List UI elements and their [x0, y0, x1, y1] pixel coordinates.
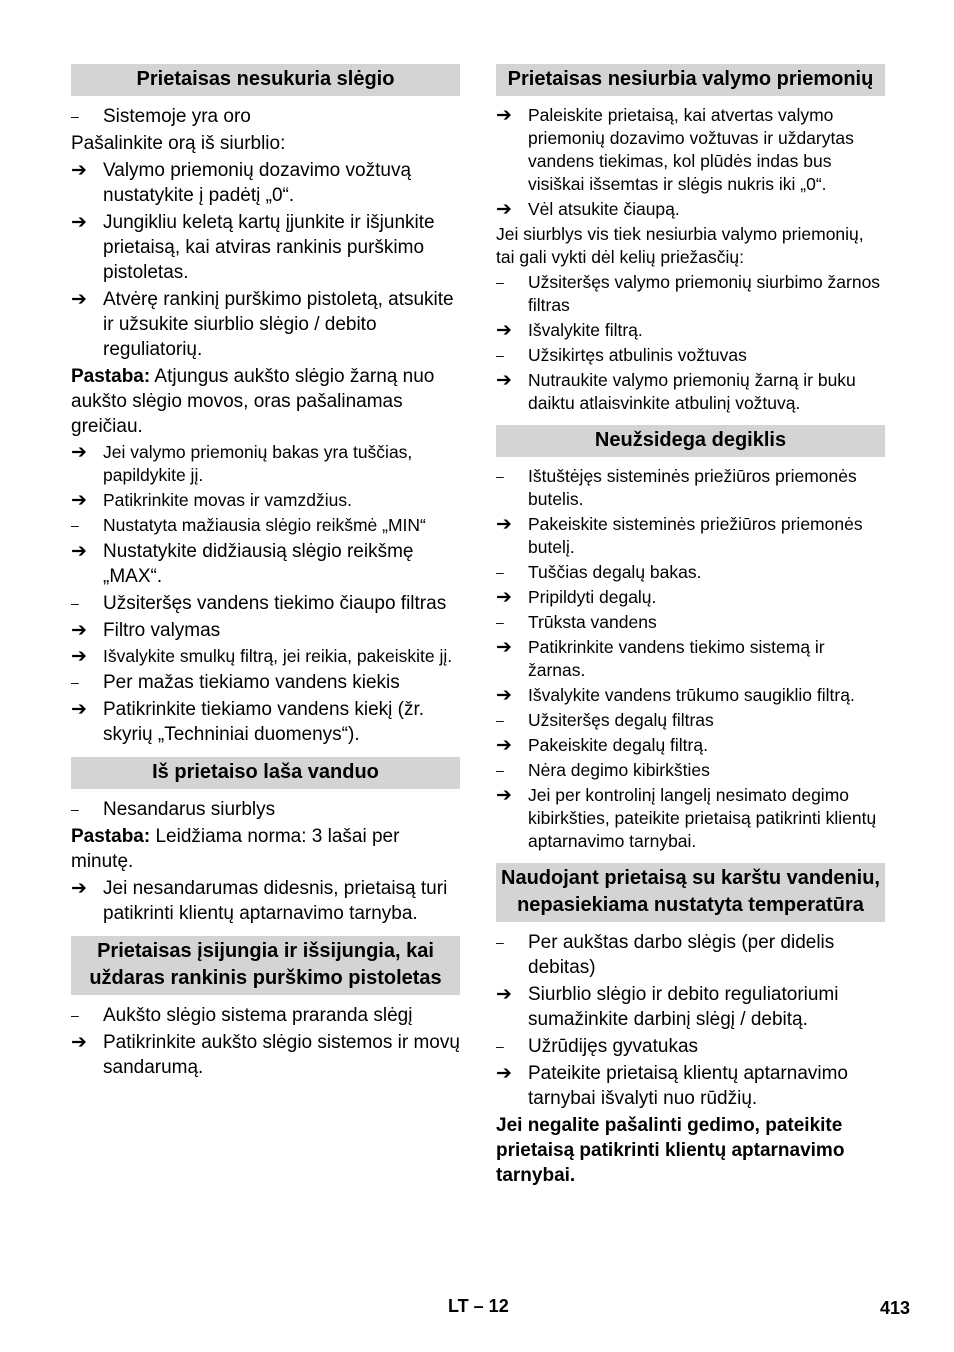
section-heading: Prietaisas įsijungia ir išsijungia, kai uždaras rankinis purškimo pistoletas [71, 936, 460, 995]
dash-icon: – [496, 347, 504, 363]
dash-icon: – [496, 564, 504, 580]
arrow-icon: ➔ [496, 785, 512, 806]
note-label: Pastaba: [71, 366, 151, 387]
list-item: – Nėra degimo kibirkšties [496, 760, 710, 780]
list-item: – Trūksta vandens [496, 612, 657, 632]
section-heading: Prietaisas nesiurbia valymo priemonių [496, 64, 885, 96]
list-item: ➔ Jei per kontrolinį langelį nesimato degimo kibirkšties, pateikite prietaisą patikrinti klientų aptarnavimo tarnybai. [496, 785, 877, 851]
dash-icon: – [496, 762, 504, 778]
section-heading: Naudojant prietaisą su karštu vandeniu, nepasiekiama nustatyta temperatūra [496, 863, 885, 922]
arrow-icon: ➔ [71, 878, 87, 899]
page-number: 413 [880, 1298, 911, 1318]
list-item: ➔ Patikrinkite vandens tiekimo sistemą ir žarnas. [496, 637, 825, 680]
arrow-icon: ➔ [496, 685, 512, 706]
list-item: ➔ Nustatykite didžiausią slėgio reikšmę „MAX“. [71, 541, 414, 587]
list-item: ➔ Jei nesandarumas didesnis, prietaisą turi patikrinti klientų aptarnavimo tarnyba. [71, 878, 448, 924]
dash-icon: – [71, 595, 79, 611]
arrow-icon: ➔ [71, 212, 87, 233]
list-item: – Per aukštas darbo slėgis (per didelis debitas) [496, 932, 835, 978]
arrow-icon: ➔ [71, 541, 87, 562]
list-item: ➔ Jei valymo priemonių bakas yra tuščias, papildykite jį. [71, 442, 413, 485]
list-item: – Nustatyta mažiausia slėgio reikšmė „MIN“ [71, 515, 426, 535]
arrow-icon: ➔ [71, 490, 87, 511]
arrow-icon: ➔ [71, 160, 87, 181]
list-item: ➔ Išvalykite vandens trūkumo saugiklio filtrą. [496, 685, 855, 706]
left-column [71, 64, 460, 1082]
arrow-icon: ➔ [71, 1032, 87, 1053]
list-item: – Užrūdijęs gyvatukas [496, 1036, 699, 1057]
list-item: – Sistemoje yra oro [71, 106, 251, 127]
dash-icon: – [496, 934, 504, 950]
dash-icon: – [71, 1007, 79, 1023]
arrow-icon: ➔ [496, 514, 512, 535]
list-item: – Užsikirtęs atbulinis vožtuvas [496, 345, 747, 365]
list-item: – Per mažas tiekiamo vandens kiekis [71, 672, 400, 693]
arrow-icon: ➔ [496, 320, 512, 341]
list-item: – Užsiteršęs valymo priemonių siurbimo žarnos filtras [496, 272, 881, 315]
list-item: – Tuščias degalų bakas. [496, 562, 702, 582]
dash-icon: – [496, 1038, 504, 1054]
arrow-icon: ➔ [496, 1063, 512, 1084]
dash-icon: – [71, 517, 79, 533]
list-item: – Užsiteršęs vandens tiekimo čiaupo filtras [71, 593, 447, 614]
list-item: ➔ Vėl atsukite čiaupą. [496, 199, 680, 220]
list-item: – Ištuštėjęs sisteminės priežiūros priemonės butelis. [496, 466, 857, 509]
arrow-icon: ➔ [496, 735, 512, 756]
list-item: ➔ Išvalykite smulkų filtrą, jei reikia, pakeiskite jį. [71, 646, 453, 667]
final-note: Jei negalite pašalinti gedimo, pateikite prietaisą patikrinti klientų aptarnavimo tarnybai. [496, 1115, 845, 1186]
dash-icon: – [496, 614, 504, 630]
list-item: ➔ Pripildyti degalų. [496, 587, 657, 608]
dash-icon: – [71, 674, 79, 690]
list-item: ➔ Patikrinkite tiekiamo vandens kiekį (žr. skyrių „Techniniai duomenys“). [71, 699, 425, 745]
note-paragraph: Pastaba: Atjungus aukšto slėgio žarną nuo aukšto slėgio movos, oras pašalinamas greičiau. [71, 366, 435, 437]
list-item: ➔ Nutraukite valymo priemonių žarną ir buku daiktu atlaisvinkite atbulinį vožtuvą. [496, 370, 856, 413]
arrow-icon: ➔ [496, 637, 512, 658]
list-item: ➔ Pateikite prietaisą klientų aptarnavimo tarnybai išvalyti nuo rūdžių. [496, 1063, 849, 1109]
list-item: – Užsiteršęs degalų filtras [496, 710, 714, 730]
list-item: ➔ Atvėrę rankinį purškimo pistoletą, atsukite ir užsukite siurblio slėgio / debito reguliatorių. [71, 289, 454, 360]
list-item: ➔ Siurblio slėgio ir debito reguliatoriumi sumažinkite darbinį slėgį / debitą. [496, 984, 839, 1030]
list-item: – Nesandarus siurblys [71, 799, 276, 820]
section-heading: Iš prietaiso laša vanduo [71, 757, 460, 789]
dash-icon: – [71, 801, 79, 817]
note-label: Pastaba: [71, 826, 151, 847]
arrow-icon: ➔ [71, 646, 87, 667]
arrow-icon: ➔ [71, 699, 87, 720]
arrow-icon: ➔ [71, 442, 87, 463]
list-item: ➔ Patikrinkite aukšto slėgio sistemos ir movų sandarumą. [71, 1032, 460, 1078]
list-item: ➔ Valymo priemonių dozavimo vožtuvą nustatykite į padėtį „0“. [71, 160, 412, 206]
dash-icon: – [496, 712, 504, 728]
list-item: ➔ Paleiskite prietaisą, kai atvertas valymo priemonių dozavimo vožtuvas ir uždarytas vandens tiekimas, kol plūdės indas bus visiškai išsemtas ir slėgis nukris iki „0“. [496, 105, 854, 194]
paragraph: Jei siurblys vis tiek nesiurbia valymo priemonių, tai gali vykti dėl kelių priežasčių: [496, 224, 864, 267]
arrow-icon: ➔ [71, 620, 87, 641]
arrow-icon: ➔ [496, 105, 512, 126]
arrow-icon: ➔ [496, 370, 512, 391]
arrow-icon: ➔ [496, 587, 512, 608]
section-heading: Prietaisas nesukuria slėgio [71, 64, 460, 96]
list-item: ➔ Pakeiskite sisteminės priežiūros priemonės butelį. [496, 514, 863, 557]
list-item: ➔ Jungikliu keletą kartų įjunkite ir išjunkite prietaisą, kai atviras rankinis purškimo pistoletas. [71, 212, 435, 283]
right-column [496, 64, 885, 1190]
footer-page-label: LT – 12 [448, 1296, 509, 1316]
note-paragraph: Pastaba: Leidžiama norma: 3 lašai per minutę. [71, 826, 400, 872]
paragraph: Pašalinkite orą iš siurblio: [71, 133, 286, 154]
section-heading: Neužsidega degiklis [496, 425, 885, 457]
arrow-icon: ➔ [496, 199, 512, 220]
list-item: ➔ Pakeiskite degalų filtrą. [496, 735, 708, 756]
list-item: ➔ Patikrinkite movas ir vamzdžius. [71, 490, 352, 511]
dash-icon: – [71, 108, 79, 124]
list-item: ➔ Išvalykite filtrą. [496, 320, 643, 341]
list-item: ➔ Filtro valymas [71, 620, 221, 641]
arrow-icon: ➔ [71, 289, 87, 310]
dash-icon: – [496, 274, 504, 290]
list-item: – Aukšto slėgio sistema praranda slėgį [71, 1005, 413, 1026]
dash-icon: – [496, 468, 504, 484]
arrow-icon: ➔ [496, 984, 512, 1005]
